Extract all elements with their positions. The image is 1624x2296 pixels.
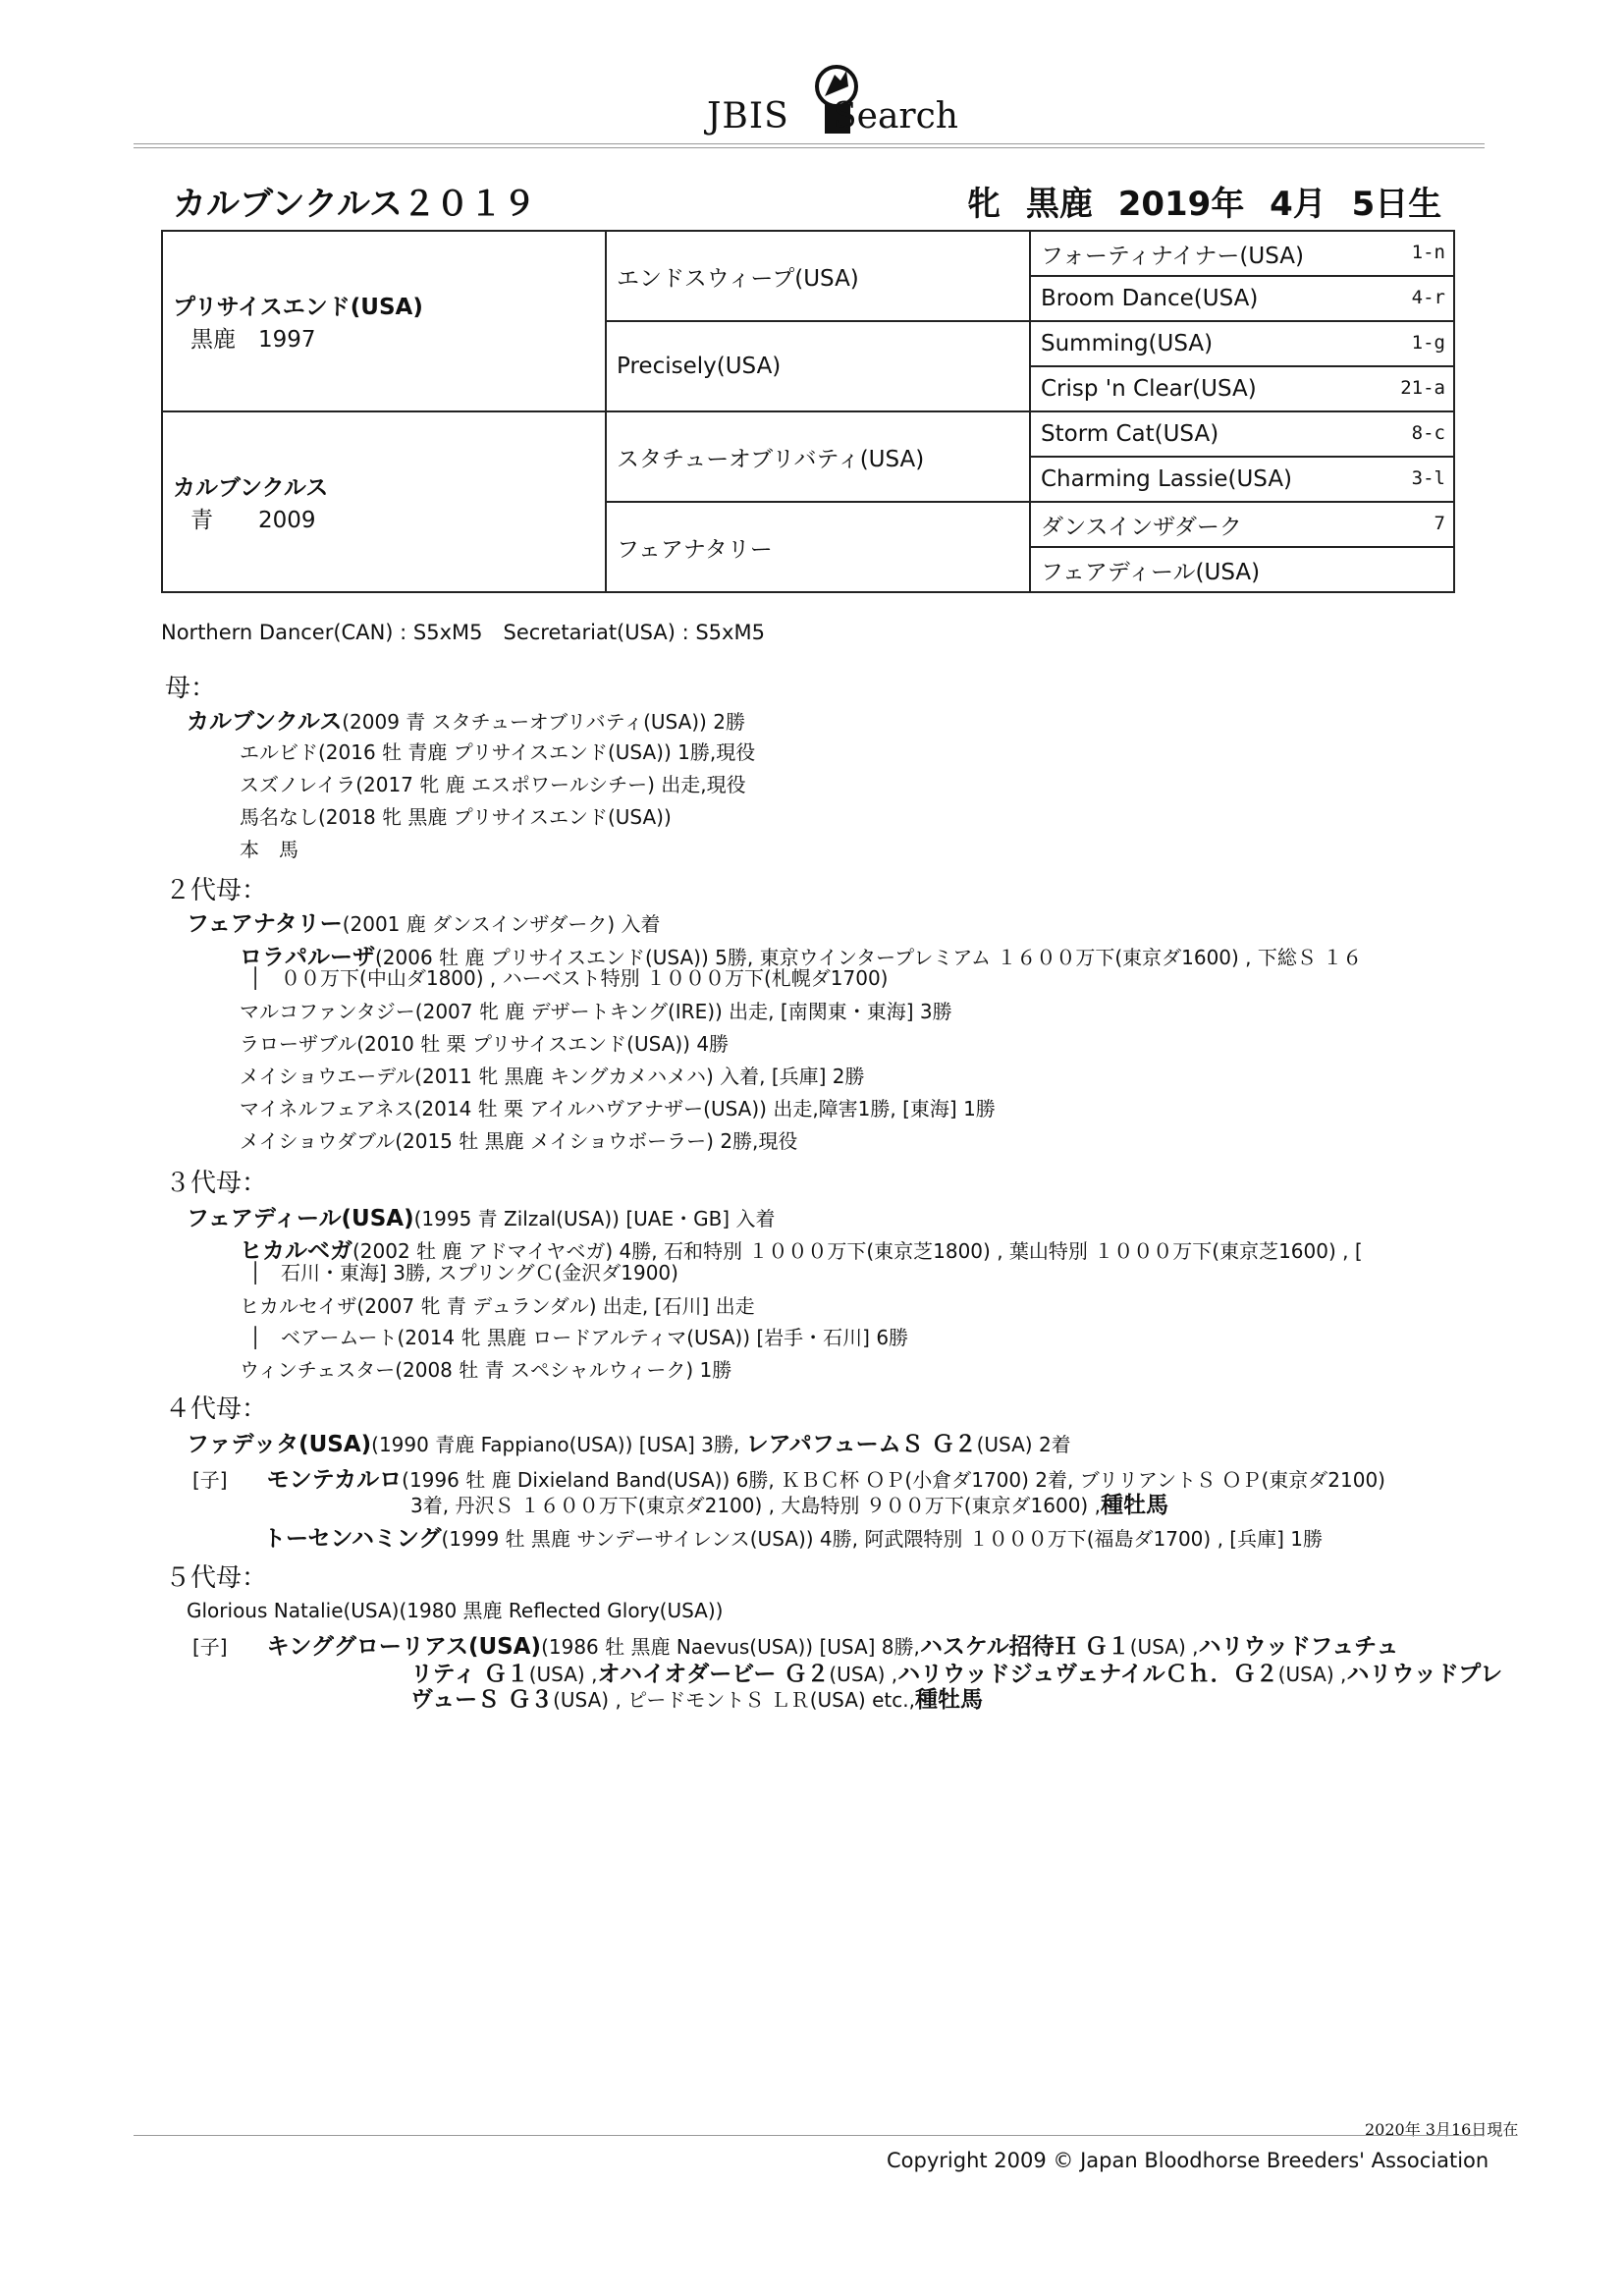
winner-name-bold: モンテカルロ [266,1467,403,1493]
gen3-name: Charming Lassie(USA) [1041,466,1293,492]
family-number: 21-a [1400,377,1445,399]
race-bold: ヴューＳ Ｇ３ [410,1687,554,1713]
family-line [187,703,745,736]
sire-sub: 黒鹿 1997 [190,327,316,353]
gen2-cell: フェアナタリー [606,502,1030,592]
section-3rd-dam: ３代母： [165,1169,268,1198]
line-rest: (1999 牡 黒鹿 サンデーサイレンス(USA)) 4勝, 阿武隈特別 １０００万下(福島ダ1700) , [兵庫] 1勝 [441,1527,1323,1551]
family-line [187,1200,775,1232]
family-line-cont: │ ００万下(中山ダ1800) , ハーベスト特別 １０００万下(札幌ダ1700) [249,966,889,990]
gen3-cell [1030,321,1454,366]
pedigree-dam [162,411,606,592]
gen3-cell [1030,502,1454,547]
family-line [263,1520,1323,1553]
gen3-cell [1030,457,1454,502]
family-line: │ ベアームート(2014 牝 黒鹿 ロードアルティマ(USA)) [岩手・石川] 6勝 [249,1326,909,1349]
gen3-name: フォーティナイナー(USA) [1041,243,1304,269]
section-dam: 母： [165,674,217,703]
line-rest: (USA) , [1129,1635,1199,1659]
stallion-bold: 種牡馬 [914,1687,983,1713]
horse-birth: 2019年 4月 5日生 [1117,185,1442,224]
line-rest: (USA) , ピードモントＳ ＬＲ(USA) etc., [553,1688,915,1712]
gen2-cell: エンドスウィープ(USA) [606,231,1030,321]
gen3-name: Storm Cat(USA) [1041,421,1219,447]
gen3-cell [1030,231,1454,276]
family-number: 7 [1434,513,1445,534]
winner-name-bold: ヒカルベガ [240,1238,352,1264]
dam-sub: 青 2009 [190,508,316,533]
race-bold: ハリウッドフュチュ [1198,1634,1399,1660]
race-bold: リティ Ｇ１ [410,1662,529,1687]
gen3-cell [1030,411,1454,457]
horse-name: カルブンクルス２０１９ [173,185,536,224]
horse-meta [967,177,1441,225]
copyright: Copyright 2009 © Japan Bloodhorse Breeders' Association [887,2149,1489,2172]
dam-name-bold: フェアナタリー [187,911,343,937]
family-line: 馬名なし(2018 牝 黒鹿 プリサイスエンド(USA)) [240,805,672,829]
family-line: ウィンチェスター(2008 牡 青 スペシャルウィーク) 1勝 [240,1358,732,1382]
line-cont: 石川・東海] 3勝, スプリングＣ(金沢ダ1900) [281,1261,678,1285]
race-bold: ハスケル招待Ｈ Ｇ１ [919,1634,1130,1660]
line-rest: (1986 牡 黒鹿 Naevus(USA)) [USA] 8勝, [541,1635,920,1659]
race-bold: ハリウッドジュヴェナイルＣｈ．Ｇ２ [897,1662,1278,1687]
gen2-cell: スタチューオブリバティ(USA) [606,411,1030,502]
child-tag: [子] [192,1468,228,1492]
line-rest: (USA) , [1277,1663,1347,1686]
family-line-cont [410,1681,983,1714]
gen3-name: フェアディール(USA) [1041,559,1261,585]
family-number: 1-g [1411,332,1445,354]
family-line: マルコファンタジー(2007 牝 鹿 デザートキング(IRE)) 出走, [南関東・東海] 3勝 [240,1000,952,1023]
family-line [187,1426,1071,1458]
gen3-cell [1030,366,1454,411]
line-rest: (1995 青 Zilzal(USA)) [UAE・GB] 入着 [413,1207,776,1230]
winner-name-bold: キンググローリアス(USA) [266,1634,542,1660]
family-line-cont: │ 石川・東海] 3勝, スプリングＣ(金沢ダ1900) [249,1261,678,1285]
race-bold: オハイオダービー Ｇ２ [597,1662,830,1687]
dam-name-bold: ファデッタ(USA) [187,1432,372,1457]
inbreeding-cross: Northern Dancer(CAN) : S5xM5 Secretariat(USA) : S5xM5 [161,621,765,644]
line-cont: 3着, 丹沢Ｓ １６００万下(東京ダ2100) , 大島特別 ９００万下(東京ダ1600) , [410,1494,1101,1517]
gen2-cell: Precisely(USA) [606,321,1030,411]
winner-name-bold: トーセンハミング [263,1526,442,1552]
gen3-name: Crisp 'n Clear(USA) [1041,376,1257,402]
as-of-date: 2020年 3月16日現在 [1365,2120,1519,2139]
gen3-cell [1030,276,1454,321]
winner-name-bold: ロラパルーザ [240,945,375,970]
sire-name: プリサイスエンド(USA) [173,295,423,320]
footer-rule [134,2135,1485,2136]
family-number: 3-l [1411,467,1445,489]
line-rest: (2001 鹿 ダンスインザダーク) 入着 [342,912,661,936]
family-line: ヒカルセイザ(2007 牝 青 デュランダル) 出走, [石川] 出走 [240,1294,755,1318]
line-rest: (2006 牡 鹿 プリサイスエンド(USA)) 5勝, 東京ウインタープレミアム １６００万下(東京ダ1600) , 下総Ｓ １６ [375,946,1363,969]
dam-name: カルブンクルス [173,475,329,501]
family-number: 4-r [1411,287,1445,308]
horse-sex: 牝 [967,185,1001,224]
family-number: 8-c [1411,422,1445,444]
family-line [187,905,660,938]
family-line: メイショウエーデル(2011 牝 黒鹿 キングカメハメハ) 入着, [兵庫] 2勝 [240,1065,865,1088]
family-number: 1-n [1411,242,1445,263]
family-line: 本 馬 [240,838,298,861]
gen3-name: Summing(USA) [1041,331,1214,356]
horse-color: 黒鹿 [1025,185,1093,224]
family-line: ラローザブル(2010 牡 栗 プリサイスエンド(USA)) 4勝 [240,1032,730,1056]
dam-name-bold: フェアディール(USA) [187,1206,414,1231]
child-tag: [子] [192,1635,228,1659]
family-line: エルビド(2016 牡 青鹿 プリサイスエンド(USA)) 1勝,現役 [240,740,756,764]
family-line-cont [410,1487,1168,1519]
section-4th-dam: ４代母： [165,1394,268,1424]
line-rest: (1996 牡 鹿 Dixieland Band(USA)) 6勝, ＫＢＣ杯 ＯＰ(小倉ダ1700) 2着, ブリリアントＳ ＯＰ(東京ダ2100) [402,1468,1385,1492]
line-rest: (2009 青 スタチューオブリバティ(USA)) 2勝 [342,710,745,734]
pedigree-table [161,230,1455,593]
race-bold: レアパフュームＳ Ｇ２ [745,1432,977,1457]
family-line: マイネルフェアネス(2014 牡 栗 アイルハヴアナザー(USA)) 出走,障害1勝, [東海] 1勝 [240,1097,996,1121]
jbis-logo [707,57,958,137]
line-cont: ００万下(中山ダ1800) , ハーベスト特別 １０００万下(札幌ダ1700) [281,966,889,990]
line-rest: ベアームート(2014 牝 黒鹿 ロードアルティマ(USA)) [岩手・石川] 6勝 [281,1326,909,1349]
pedigree-sire [162,231,606,411]
logo-search: Search [833,96,958,137]
family-line: メイショウダブル(2015 牡 黒鹿 メイショウボーラー) 2勝,現役 [240,1129,798,1153]
header-rule-2 [134,147,1485,148]
gen3-name: Broom Dance(USA) [1041,286,1259,311]
header-rule [134,143,1485,144]
family-line: スズノレイラ(2017 牝 鹿 エスポワールシチー) 出走,現役 [240,773,746,796]
stallion-bold: 種牡馬 [1100,1493,1168,1518]
section-2nd-dam: ２代母： [165,876,268,905]
dam-name-bold: カルブンクルス [187,709,343,735]
gen3-cell [1030,547,1454,592]
dam-name: Glorious Natalie(USA) [187,1599,400,1622]
line-rest: (1990 青鹿 Fappiano(USA)) [USA] 3勝, [371,1433,746,1456]
section-5th-dam: ５代母： [165,1563,268,1593]
line-rest: (2002 牡 鹿 アドマイヤベガ) 4勝, 石和特別 １０００万下(東京芝1800) , 葉山特別 １０００万下(東京芝1600) , [ [352,1239,1363,1263]
line-rest: (USA) , [528,1663,598,1686]
logo-jbis: JBIS [707,96,789,137]
line-rest: (1980 黒鹿 Reflected Glory(USA)) [399,1599,724,1622]
race-bold: ハリウッドプレ [1346,1662,1503,1687]
line-rest: (USA) , [829,1663,898,1686]
family-line [187,1595,723,1623]
line-rest: (USA) 2着 [976,1433,1071,1456]
gen3-name: ダンスインザダーク [1041,514,1242,540]
